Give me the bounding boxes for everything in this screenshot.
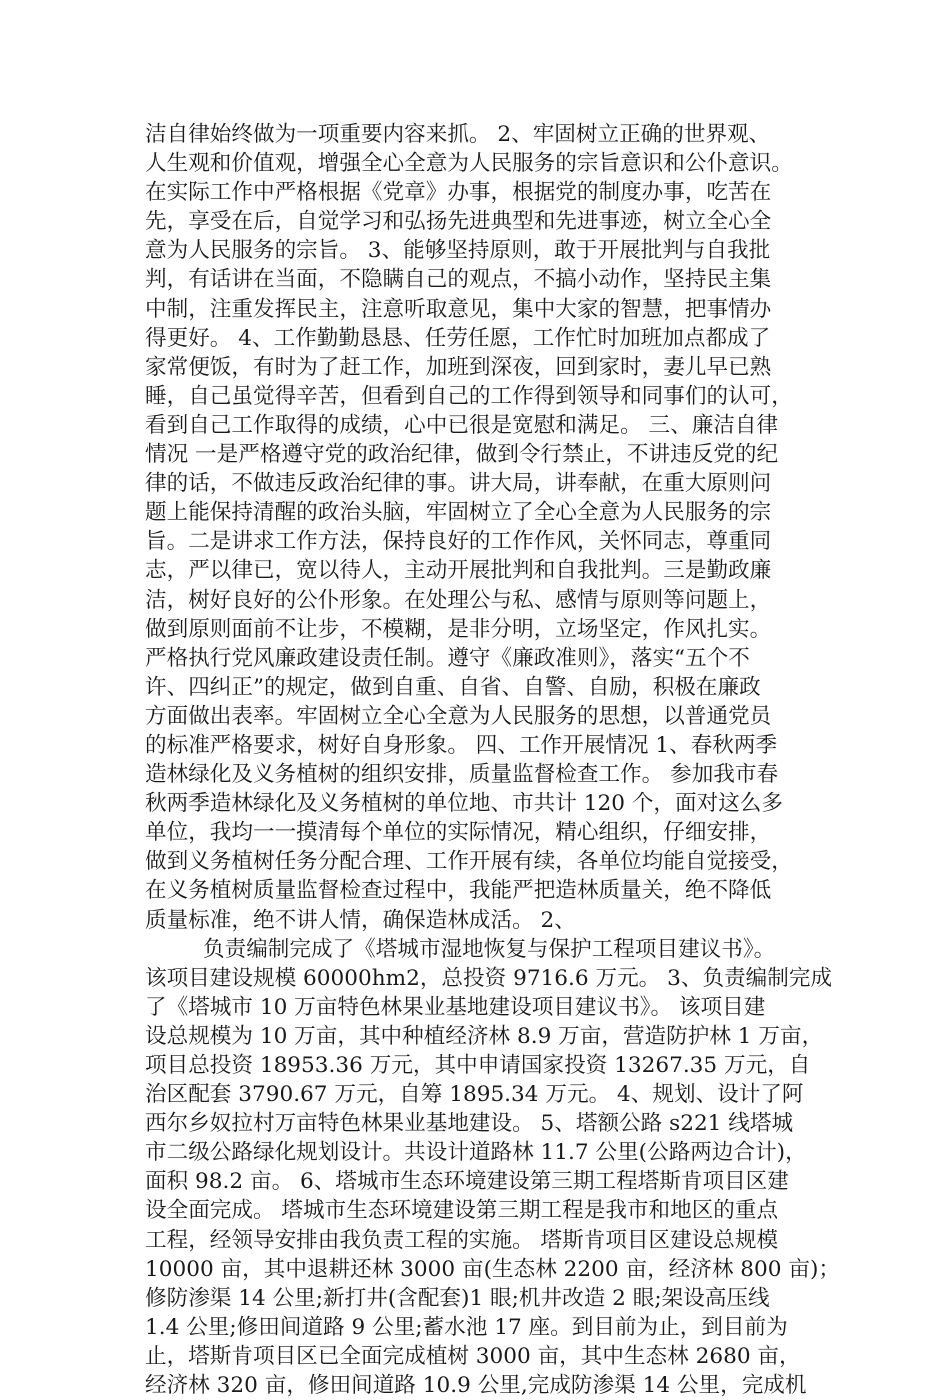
text-line: 许、四纠正”的规定，做到自重、自省、自警、自励，积极在廉政 bbox=[145, 674, 761, 700]
text-line: 做到原则面前不让步，不模糊，是非分明，立场坚定，作风扎实。 bbox=[145, 616, 772, 642]
text-line: 单位，我均一一摸清每个单位的实际情况，精心组织，仔细安排， bbox=[145, 820, 772, 846]
text-line: 志，严以律已，宽以待人，主动开展批判和自我批判。三是勤政廉 bbox=[145, 558, 772, 584]
text-line: 题上能保持清醒的政治头脑，牢固树立了全心全意为人民服务的宗 bbox=[145, 500, 772, 526]
text-line: 1.4 公里;修田间道路 9 公里;蓄水池 17 座。到目前为止，到目前为 bbox=[145, 1314, 788, 1340]
text-line: 止，塔斯肯项目区已全面完成植树 3000 亩，其中生态林 2680 亩， bbox=[145, 1343, 801, 1369]
text-line: 情况 一是严格遵守党的政治纪律，做到令行禁止，不讲违反党的纪 bbox=[145, 442, 779, 468]
text-line: 中制，注重发挥民主，注意听取意见，集中大家的智慧，把事情办 bbox=[145, 296, 772, 322]
text-line: 10000 亩，其中退耕还林 3000 亩(生态林 2200 亩，经济林 800 亩)； bbox=[145, 1256, 840, 1282]
text-line: 治区配套 3790.67 万元，自筹 1895.34 万元。 4、规划、设计了阿 bbox=[145, 1082, 804, 1108]
text-line: 造林绿化及义务植树的组织安排，质量监督检查工作。 参加我市春 bbox=[145, 762, 779, 788]
text-line: 洁，树好良好的公仆形象。在处理公与私、感情与原则等问题上， bbox=[145, 587, 772, 613]
document-body bbox=[145, 120, 840, 1400]
text-line: 面积 98.2 亩。 6、塔城市生态环境建设第三期工程塔斯肯项目区建 bbox=[145, 1169, 789, 1195]
text-line: 该项目建设规模 60000hm2，总投资 9716.6 万元。 3、负责编制完成 bbox=[145, 965, 833, 991]
text-line: 得更好。 4、工作勤勤恳恳、任劳任愿，工作忙时加班加点都成了 bbox=[145, 325, 771, 351]
text-line: 市二级公路绿化规划设计。共设计道路林 11.7 公里(公路两边合计)， bbox=[145, 1140, 807, 1166]
text-line: 做到义务植树任务分配合理、工作开展有续，各单位均能自觉接受， bbox=[145, 849, 793, 875]
text-line: 律的话，不做违反政治纪律的事。讲大局，讲奉献，在重大原则问 bbox=[145, 471, 772, 497]
text-line: 西尔乡奴拉村万亩特色林果业基地建设。 5、塔额公路 s221 线塔城 bbox=[145, 1111, 794, 1137]
text-line: 洁自律始终做为一项重要内容来抓。 2、牢固树立正确的世界观、 bbox=[145, 122, 771, 147]
text-line: 意为人民服务的宗旨。 3、能够坚持原则，敢于开展批判与自我批 bbox=[145, 238, 771, 264]
text-line: 睡，自己虽觉得辛苦，但看到自己的工作得到领导和同事们的认可， bbox=[145, 383, 793, 409]
text-line: 判，有话讲在当面，不隐瞒自己的观点，不搞小动作，坚持民主集 bbox=[145, 267, 772, 293]
text-line-indented: 负责编制完成了《塔城市湿地恢复与保护工程项目建议书》。 bbox=[203, 936, 776, 962]
text-line: 旨。二是讲求工作方法，保持良好的工作作风，关怀同志，尊重同 bbox=[145, 529, 772, 555]
text-line: 经济林 320 亩，修田间道路 10.9 公里,完成防渗渠 14 公里，完成机 bbox=[145, 1373, 807, 1399]
text-line: 看到自己工作取得的成绩，心中已很是宽慰和满足。 三、廉洁自律 bbox=[145, 412, 779, 438]
text-line: 人生观和价值观，增强全心全意为人民服务的宗旨意识和公仆意识。 bbox=[145, 151, 793, 177]
text-line: 先，享受在后，自觉学习和弘扬先进典型和先进事迹，树立全心全 bbox=[145, 209, 772, 235]
text-line: 设全面完成。 塔城市生态环境建设第三期工程是我市和地区的重点 bbox=[145, 1198, 779, 1224]
text-line: 项目总投资 18953.36 万元，其中申请国家投资 13267.35 万元，自 bbox=[145, 1053, 811, 1078]
text-line: 严格执行党风廉政建设责任制。遵守《廉政准则》，落实“五个不 bbox=[145, 645, 750, 671]
text-line: 方面做出表率。牢固树立全心全意为人民服务的思想，以普通党员 bbox=[145, 703, 772, 729]
text-line: 秋两季造林绿化及义务植树的单位地、市共计 120 个，面对这么多 bbox=[145, 791, 783, 817]
text-line: 设总规模为 10 万亩，其中种植经济林 8.9 万亩，营造防护林 1 万亩， bbox=[145, 1023, 824, 1049]
text-line: 质量标准，绝不讲人情，确保造林成活。 2、 bbox=[145, 907, 576, 933]
text-line: 家常便饭，有时为了赶工作，加班到深夜，回到家时，妻儿早已熟 bbox=[145, 354, 772, 380]
text-line: 在实际工作中严格根据《党章》办事，根据党的制度办事，吃苦在 bbox=[145, 180, 772, 206]
text-line: 工程，经领导安排由我负责工程的实施。 塔斯肯项目区建设总规模 bbox=[145, 1227, 779, 1253]
text-line: 修防渗渠 14 公里;新打井(含配套)1 眼;机井改造 2 眼;架设高压线 bbox=[145, 1285, 770, 1311]
text-line: 了《塔城市 10 万亩特色林果业基地建设项目建议书》。 该项目建 bbox=[145, 994, 766, 1020]
text-line: 在义务植树质量监督检查过程中，我能严把造林质量关，绝不降低 bbox=[145, 878, 772, 904]
text-line: 的标准严格要求，树好自身形象。 四、工作开展情况 1、春秋两季 bbox=[145, 732, 778, 758]
